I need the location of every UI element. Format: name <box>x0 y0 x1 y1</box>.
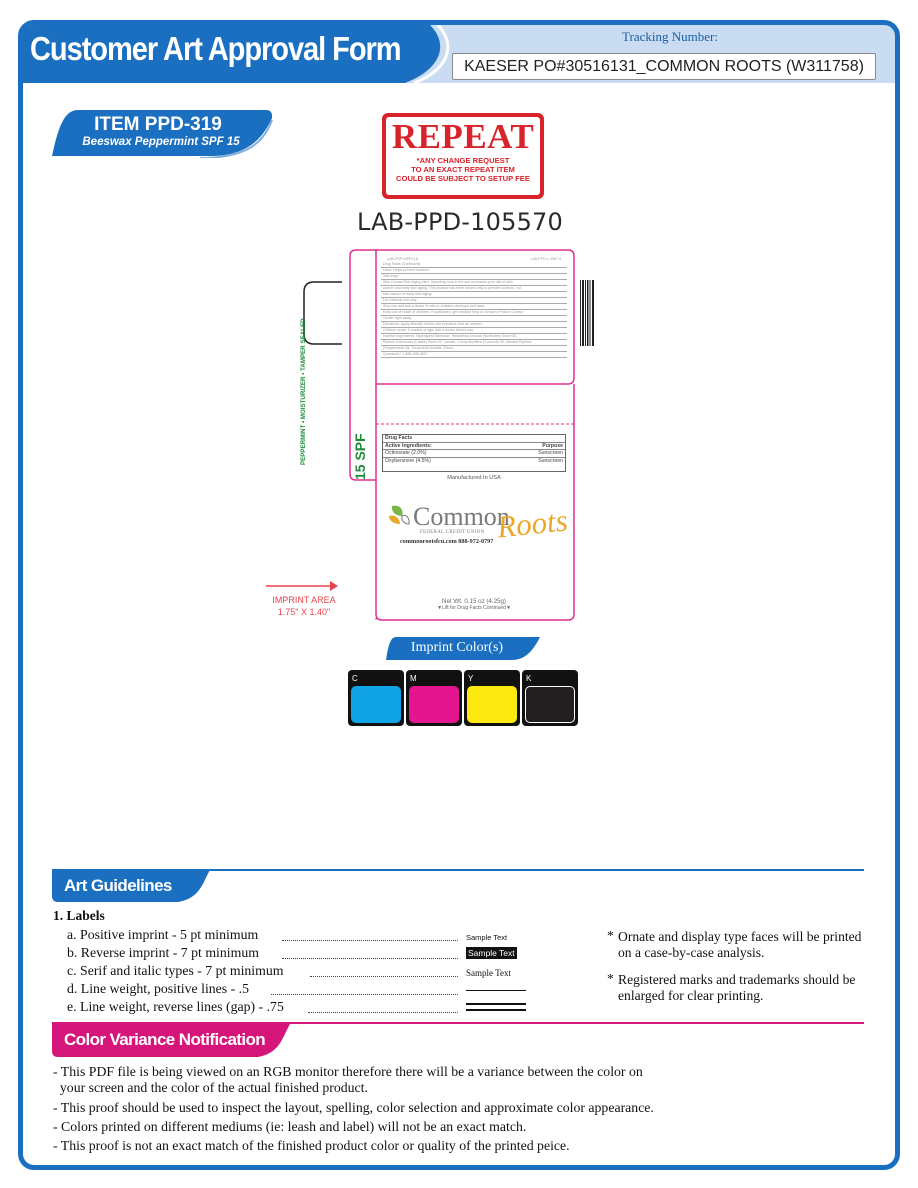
swatch-fill <box>409 686 459 723</box>
sample-positive: Sample Text <box>466 933 508 942</box>
variance-line: - Colors printed on different mediums (ie: leash and label) will not be an exact match. <box>53 1119 527 1134</box>
drug-facts-continued-panel <box>381 257 567 385</box>
drug-facts-line: Questions? 1-888-398-4527 <box>381 352 567 358</box>
sample-serif: Sample Text <box>466 968 511 978</box>
color-swatch <box>348 670 404 726</box>
leader-dots <box>271 994 458 995</box>
drug-facts-line: Directions: Apply liberally before sun exposure and as needed. <box>381 322 567 328</box>
logo-contact: commonrootsfcu.com 888-972-0797 <box>400 538 494 545</box>
drug-facts-line: Ricinus Communis (Castor) Seed Oil, Lanolin, Cocos Nucifera (Coconut) Oil, Mentha Piperita <box>381 340 567 346</box>
swatch-letter: K <box>526 674 532 683</box>
drug-facts-line: Children under 6 months of age: Ask a doctor before use. <box>381 328 567 334</box>
drug-facts-lines <box>381 262 567 358</box>
tracking-label: Tracking Number: <box>622 29 718 44</box>
repeat-word: REPEAT <box>391 117 535 156</box>
active-ingredients-label: Active Ingredients: <box>385 442 432 449</box>
repeat-stamp <box>382 113 544 199</box>
logo-roots: Roots <box>495 502 570 545</box>
color-variance-title: Color Variance Notification <box>64 1030 266 1049</box>
panel-header-right: LAB-PFD-1-0557 0 <box>530 257 561 261</box>
side-strip-text: PEPPERMINT • MOISTURIZER • TAMPER SEALED <box>300 318 307 465</box>
drug-facts-title: Drug Facts <box>385 435 413 441</box>
note-asterisk: * <box>607 928 614 943</box>
color-swatch <box>464 670 520 726</box>
item-code: ITEM PPD-319 <box>94 114 222 135</box>
ingredient-name: Oxybenzone (4.5%) <box>385 457 431 464</box>
net-weight-text: Net Wt. 0.15 oz (4.25g) <box>442 598 506 605</box>
guidelines-heading: 1. Labels <box>53 908 105 923</box>
color-swatch <box>522 670 578 726</box>
swatch-letter: M <box>410 674 417 683</box>
drug-facts-box <box>382 434 566 472</box>
variance-line: - This proof is not an exact match of the finished product color or quality of the printed peice. <box>53 1138 570 1153</box>
drug-facts-line: For external use only <box>381 298 567 304</box>
logo-common: Common <box>413 502 510 531</box>
guideline-note: * Registered marks and trademarks should be enlarged for clear printing. <box>607 971 856 1003</box>
item-description: Beeswax Peppermint SPF 15 <box>82 136 240 148</box>
imprint-colors-title: Imprint Color(s) <box>410 640 504 655</box>
sample-reverse: Sample Text <box>468 948 515 958</box>
repeat-note-line: TO AN EXACT REPEAT ITEM <box>411 165 515 174</box>
barcode <box>580 280 594 346</box>
page-title: Customer Art Approval Form <box>30 30 401 67</box>
color-swatch <box>406 670 462 726</box>
drug-facts-line: Stop use and ask a doctor if rash or irritation develops and lasts. <box>381 304 567 310</box>
guideline-item: b. Reverse imprint - 7 pt minimum <box>67 945 259 960</box>
made-in-usa: Manufactured In USA <box>447 475 501 481</box>
art-guidelines-title: Art Guidelines <box>64 876 172 895</box>
drug-facts-line: Drug Facts (Continued) <box>381 262 567 268</box>
ingredient-purpose: Sunscreen <box>538 457 563 464</box>
sample-reverse-line <box>466 1003 526 1011</box>
net-weight <box>382 598 566 612</box>
panel-header-left: LAB-PSP-WPEI-18 <box>387 257 418 261</box>
leaf-logo-icon <box>386 502 412 530</box>
guideline-item: e. Line weight, reverse lines (gap) - .75 <box>67 999 284 1014</box>
drug-facts-line: Warnings: <box>381 274 567 280</box>
leader-dots <box>282 958 458 959</box>
guideline-item: d. Line weight, positive lines - .5 <box>67 981 250 996</box>
sample-positive-line <box>466 990 526 991</box>
swatch-fill <box>525 686 575 723</box>
variance-line: your screen and the color of the actual finished product. <box>53 1080 368 1095</box>
drug-facts-line: Keep out of reach of children. If swallowed, get medical help or contact a Poison Control <box>381 310 567 316</box>
swatch-fill <box>467 686 517 723</box>
imprint-area-label: IMPRINT AREA <box>272 595 336 605</box>
leader-dots <box>282 940 458 941</box>
drug-facts-line: Skin Cancer/Skin Aging Alert: Spending time in the sun increases your risk of skin <box>381 280 567 286</box>
leader-dots <box>308 1012 458 1013</box>
lab-code: LAB-PPD-105570 <box>357 208 563 236</box>
guideline-item: c. Serif and italic types - 7 pt minimum <box>67 963 284 978</box>
ingredient-purpose: Sunscreen <box>538 450 563 456</box>
swatch-letter: C <box>352 674 358 683</box>
guideline-note: * Ornate and display type faces will be printed on a case-by-case analysis. <box>607 928 862 960</box>
lift-text: ▼Lift for Drug Facts Continued▼ <box>437 605 511 611</box>
purpose-label: Purpose <box>542 442 563 449</box>
imprint-area-size: 1.75" X 1.40" <box>277 607 331 617</box>
imprint-area-note <box>254 594 354 618</box>
drug-facts-line: skin cancer or early skin aging. <box>381 292 567 298</box>
drug-facts-line: cancer and early skin aging. This product has been shown only to prevent sunburn, not <box>381 286 567 292</box>
tracking-number-field: KAESER PO#30516131_COMMON ROOTS (W311758) <box>452 53 876 80</box>
drug-facts-line: (Peppermint) Oil, Tocopheryl Acetate, Flavor. <box>381 346 567 352</box>
repeat-note-line: *ANY CHANGE REQUEST <box>416 156 510 165</box>
variance-line: - This PDF file is being viewed on an RGB monitor therefore there will be a variance between the color on <box>53 1064 643 1079</box>
drug-facts-line: Center right away. <box>381 316 567 322</box>
ingredient-name: Octinoxate (2.0%) <box>385 450 427 456</box>
repeat-stamp-inner <box>386 117 540 195</box>
leader-dots <box>310 976 458 977</box>
drug-facts-line: Inactive Ingredients: Hydrolyzed Beeswax, Helianthus Annuus (Sunflower) Seed Oil, <box>381 334 567 340</box>
drug-facts-line: Uses: Helps prevent sunburn. <box>381 268 567 274</box>
swatch-fill <box>351 686 401 723</box>
variance-line: - This proof should be used to inspect the layout, spelling, color selection and approximate color appearance. <box>53 1100 654 1115</box>
swatch-letter: Y <box>468 674 474 683</box>
repeat-note-line: COULD BE SUBJECT TO SETUP FEE <box>396 174 530 183</box>
spf-label: 15 SPF <box>352 433 368 480</box>
logo-subtitle: FEDERAL CREDIT UNION <box>420 530 485 535</box>
note-asterisk: * <box>607 971 614 986</box>
guideline-item: a. Positive imprint - 5 pt minimum <box>67 927 259 942</box>
